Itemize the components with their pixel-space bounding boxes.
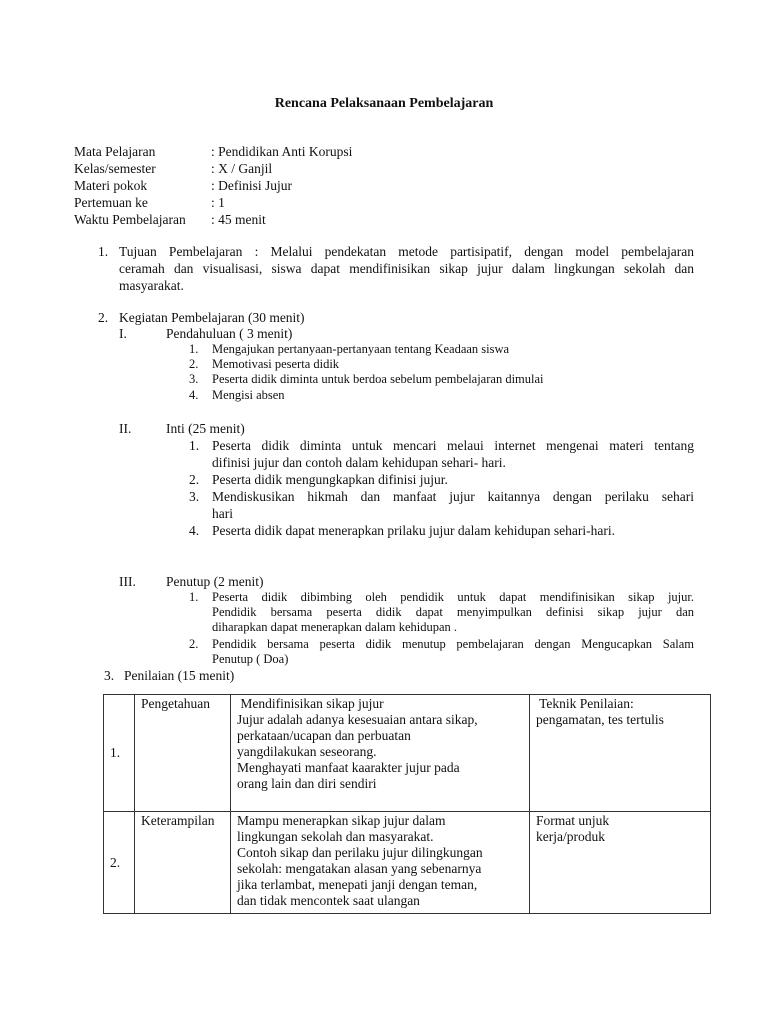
inti-item-1-line-1: Peserta didik diminta untuk mencari melaui internet mengenai materi tentang (212, 438, 694, 453)
description-line: orang lain dan diri sendiri (237, 776, 377, 791)
section-3-title: Penilaian (15 menit) (124, 668, 235, 683)
description-line: perkataan/ucapan dan perbuatan (237, 728, 411, 743)
description-line: Jujur adalah adanya kesesuaian antara sikap, (237, 712, 478, 727)
penutup-item-2-line-1: Pendidik bersama peserta didik menutup pembelajaran dengan Mengucapkan Salam (212, 637, 694, 651)
technique-line: pengamatan, tes tertulis (536, 712, 664, 727)
pendahuluan-item-1-number: 1. (189, 342, 199, 356)
section-2-number: 2. (98, 310, 109, 325)
description-line: dan tidak mencontek saat ulangan (237, 893, 420, 908)
info-label-meeting: Pertemuan ke (74, 195, 148, 210)
row-number: 2. (104, 812, 135, 914)
description-line: Contoh sikap dan perilaku jujur dilingkungan (237, 845, 483, 860)
penutup-title: Penutup (2 menit) (166, 574, 264, 589)
pendahuluan-roman: I. (119, 326, 127, 341)
penutup-item-2-number: 2. (189, 637, 199, 651)
pendahuluan-item-1: Mengajukan pertanyaan-pertanyaan tentang Keadaan siswa (212, 342, 510, 356)
assessment-table (103, 694, 711, 914)
inti-item-2-number: 2. (189, 472, 200, 487)
aspect-cell: Pengetahuan (135, 695, 231, 812)
info-value-class: : X / Ganjil (211, 161, 273, 176)
section-3-number: 3. (104, 668, 115, 683)
inti-item-1-number: 1. (189, 438, 200, 453)
section-1-line-2: ceramah dan visualisasi, siswa dapat mendifinisikan sikap jujur dalam lingkungan sekolah dan (119, 261, 694, 276)
info-label-subject: Mata Pelajaran (74, 144, 156, 159)
inti-item-1-line-2: difinisi jujur dan contoh dalam kehidupan sehari- hari. (212, 455, 506, 470)
penutup-item-1-line-2: Pendidik bersama peserta didik dapat menyimpulkan definisi sikap jujur dan (212, 605, 694, 619)
description-cell (231, 812, 530, 914)
description-line: Mampu menerapkan sikap jujur dalam (237, 813, 446, 828)
description-line: sekolah: mengatakan alasan yang sebenarnya (237, 861, 482, 876)
technique-line: Format unjuk (536, 813, 610, 828)
pendahuluan-item-4: Mengisi absen (212, 388, 285, 402)
description-cell (231, 695, 530, 812)
pendahuluan-item-4-number: 4. (189, 388, 199, 402)
inti-item-3-number: 3. (189, 489, 200, 504)
pendahuluan-item-3: Peserta didik diminta untuk berdoa sebelum pembelajaran dimulai (212, 372, 544, 386)
section-2-title: Kegiatan Pembelajaran (30 menit) (119, 310, 305, 325)
description-line: jika terlambat, menepati janji dengan teman, (237, 877, 478, 892)
table-row (104, 812, 711, 914)
pendahuluan-item-2-number: 2. (189, 357, 199, 371)
inti-roman: II. (119, 421, 132, 436)
description-line: Mendifinisikan sikap jujur (237, 696, 384, 711)
info-value-subject: : Pendidikan Anti Korupsi (211, 144, 353, 159)
inti-item-3-line-1: Mendiskusikan hikmah dan manfaat jujur kaitannya dengan perilaku sehari (212, 489, 694, 504)
pendahuluan-item-2: Memotivasi peserta didik (212, 357, 340, 371)
description-line: lingkungan sekolah dan masyarakat. (237, 829, 434, 844)
penutup-item-1-number: 1. (189, 590, 199, 604)
info-label-time: Waktu Pembelajaran (74, 212, 186, 227)
technique-line: Teknik Penilaian: (536, 696, 634, 711)
description-line: Menghayati manfaat kaarakter jujur pada (237, 760, 460, 775)
inti-item-3-line-2: hari (212, 506, 233, 521)
inti-item-4: Peserta didik dapat menerapkan prilaku jujur dalam kehidupan sehari-hari. (212, 523, 615, 538)
pendahuluan-title: Pendahuluan ( 3 menit) (166, 326, 293, 341)
info-label-topic: Materi pokok (74, 178, 148, 193)
info-value-time: : 45 menit (211, 212, 266, 227)
technique-cell (530, 695, 711, 812)
penutup-item-1-line-3: diharapkan dapat menerapkan dalam kehidupan . (212, 620, 458, 634)
row-number: 1. (104, 695, 135, 812)
pendahuluan-item-3-number: 3. (189, 372, 199, 386)
technique-cell (530, 812, 711, 914)
inti-item-4-number: 4. (189, 523, 200, 538)
aspect-cell: Keterampilan (135, 812, 231, 914)
info-value-topic: : Definisi Jujur (211, 178, 292, 193)
table-row (104, 695, 711, 812)
info-label-class: Kelas/semester (74, 161, 156, 176)
penutup-item-2-line-2: Penutup ( Doa) (212, 652, 289, 666)
inti-title: Inti (25 menit) (166, 421, 245, 436)
document-title: Rencana Pelaksanaan Pembelajaran (274, 96, 494, 111)
description-line: yangdilakukan seseorang. (237, 744, 377, 759)
section-1-line-1: Tujuan Pembelajaran : Melalui pendekatan metode partisipatif, dengan model pembelajaran (119, 244, 694, 259)
inti-item-2: Peserta didik mengungkapkan difinisi jujur. (212, 472, 448, 487)
section-1-number: 1. (98, 244, 109, 259)
section-1-line-3: masyarakat. (119, 278, 184, 293)
technique-line: kerja/produk (536, 829, 605, 844)
info-value-meeting: : 1 (211, 195, 225, 210)
penutup-roman: III. (119, 574, 136, 589)
penutup-item-1-line-1: Peserta didik dibimbing oleh pendidik untuk dapat mendifinisikan sikap jujur. (212, 590, 694, 604)
